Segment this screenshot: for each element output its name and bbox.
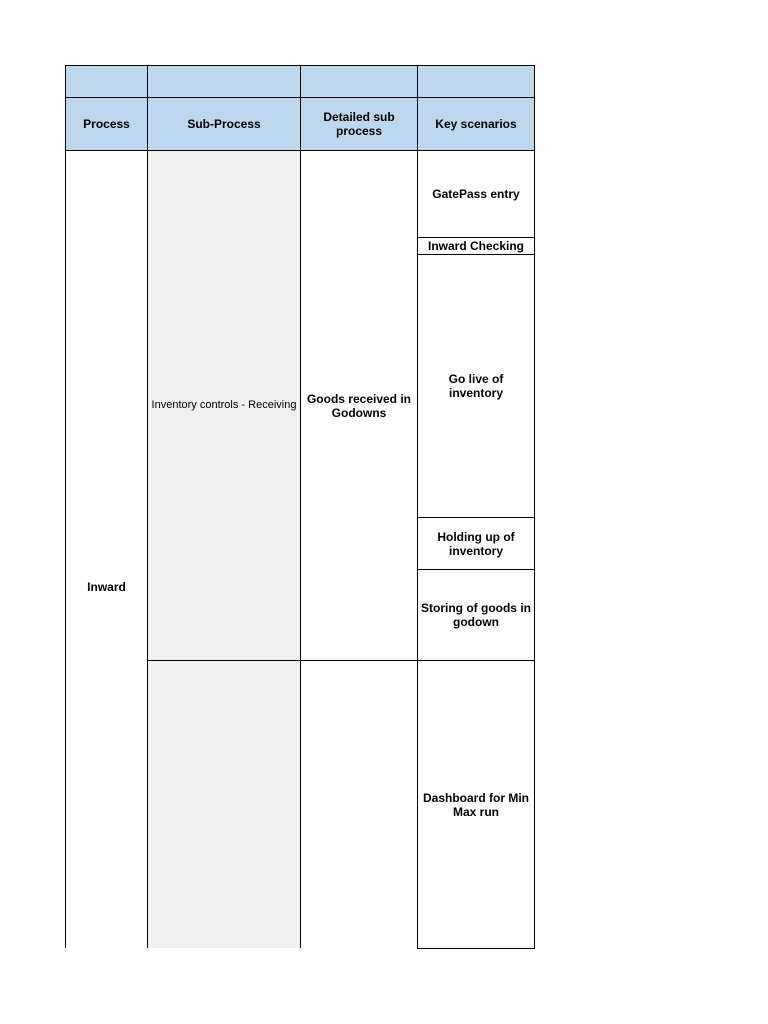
key-scenario-cell: Go live of inventory [417, 254, 535, 518]
header-key-scenarios: Key scenarios [417, 97, 535, 151]
process-cell-inward: Inward [65, 150, 148, 948]
sub-process-cell: Inventory controls - Receiving [147, 150, 301, 661]
key-scenario-cell: Inward Checking [417, 237, 535, 255]
header-sub-process: Sub-Process [147, 97, 301, 151]
header-process: Process [65, 97, 148, 151]
blank-header-cell-sub-process [147, 65, 301, 98]
header-detailed-sub-process: Detailed sub process [300, 97, 418, 151]
sub-process-cell [147, 660, 301, 948]
key-scenario-cell: Holding up of inventory [417, 517, 535, 570]
blank-header-cell-key-scenarios [417, 65, 535, 98]
key-scenario-cell: Storing of goods in godown [417, 569, 535, 661]
key-scenario-cell: GatePass entry [417, 150, 535, 238]
key-scenario-cell: Dashboard for Min Max run [417, 660, 535, 949]
detailed-sub-process-cell [300, 660, 418, 948]
blank-header-cell-process [65, 65, 148, 98]
detailed-sub-process-cell: Goods received in Godowns [300, 150, 418, 661]
blank-header-cell-detailed [300, 65, 418, 98]
